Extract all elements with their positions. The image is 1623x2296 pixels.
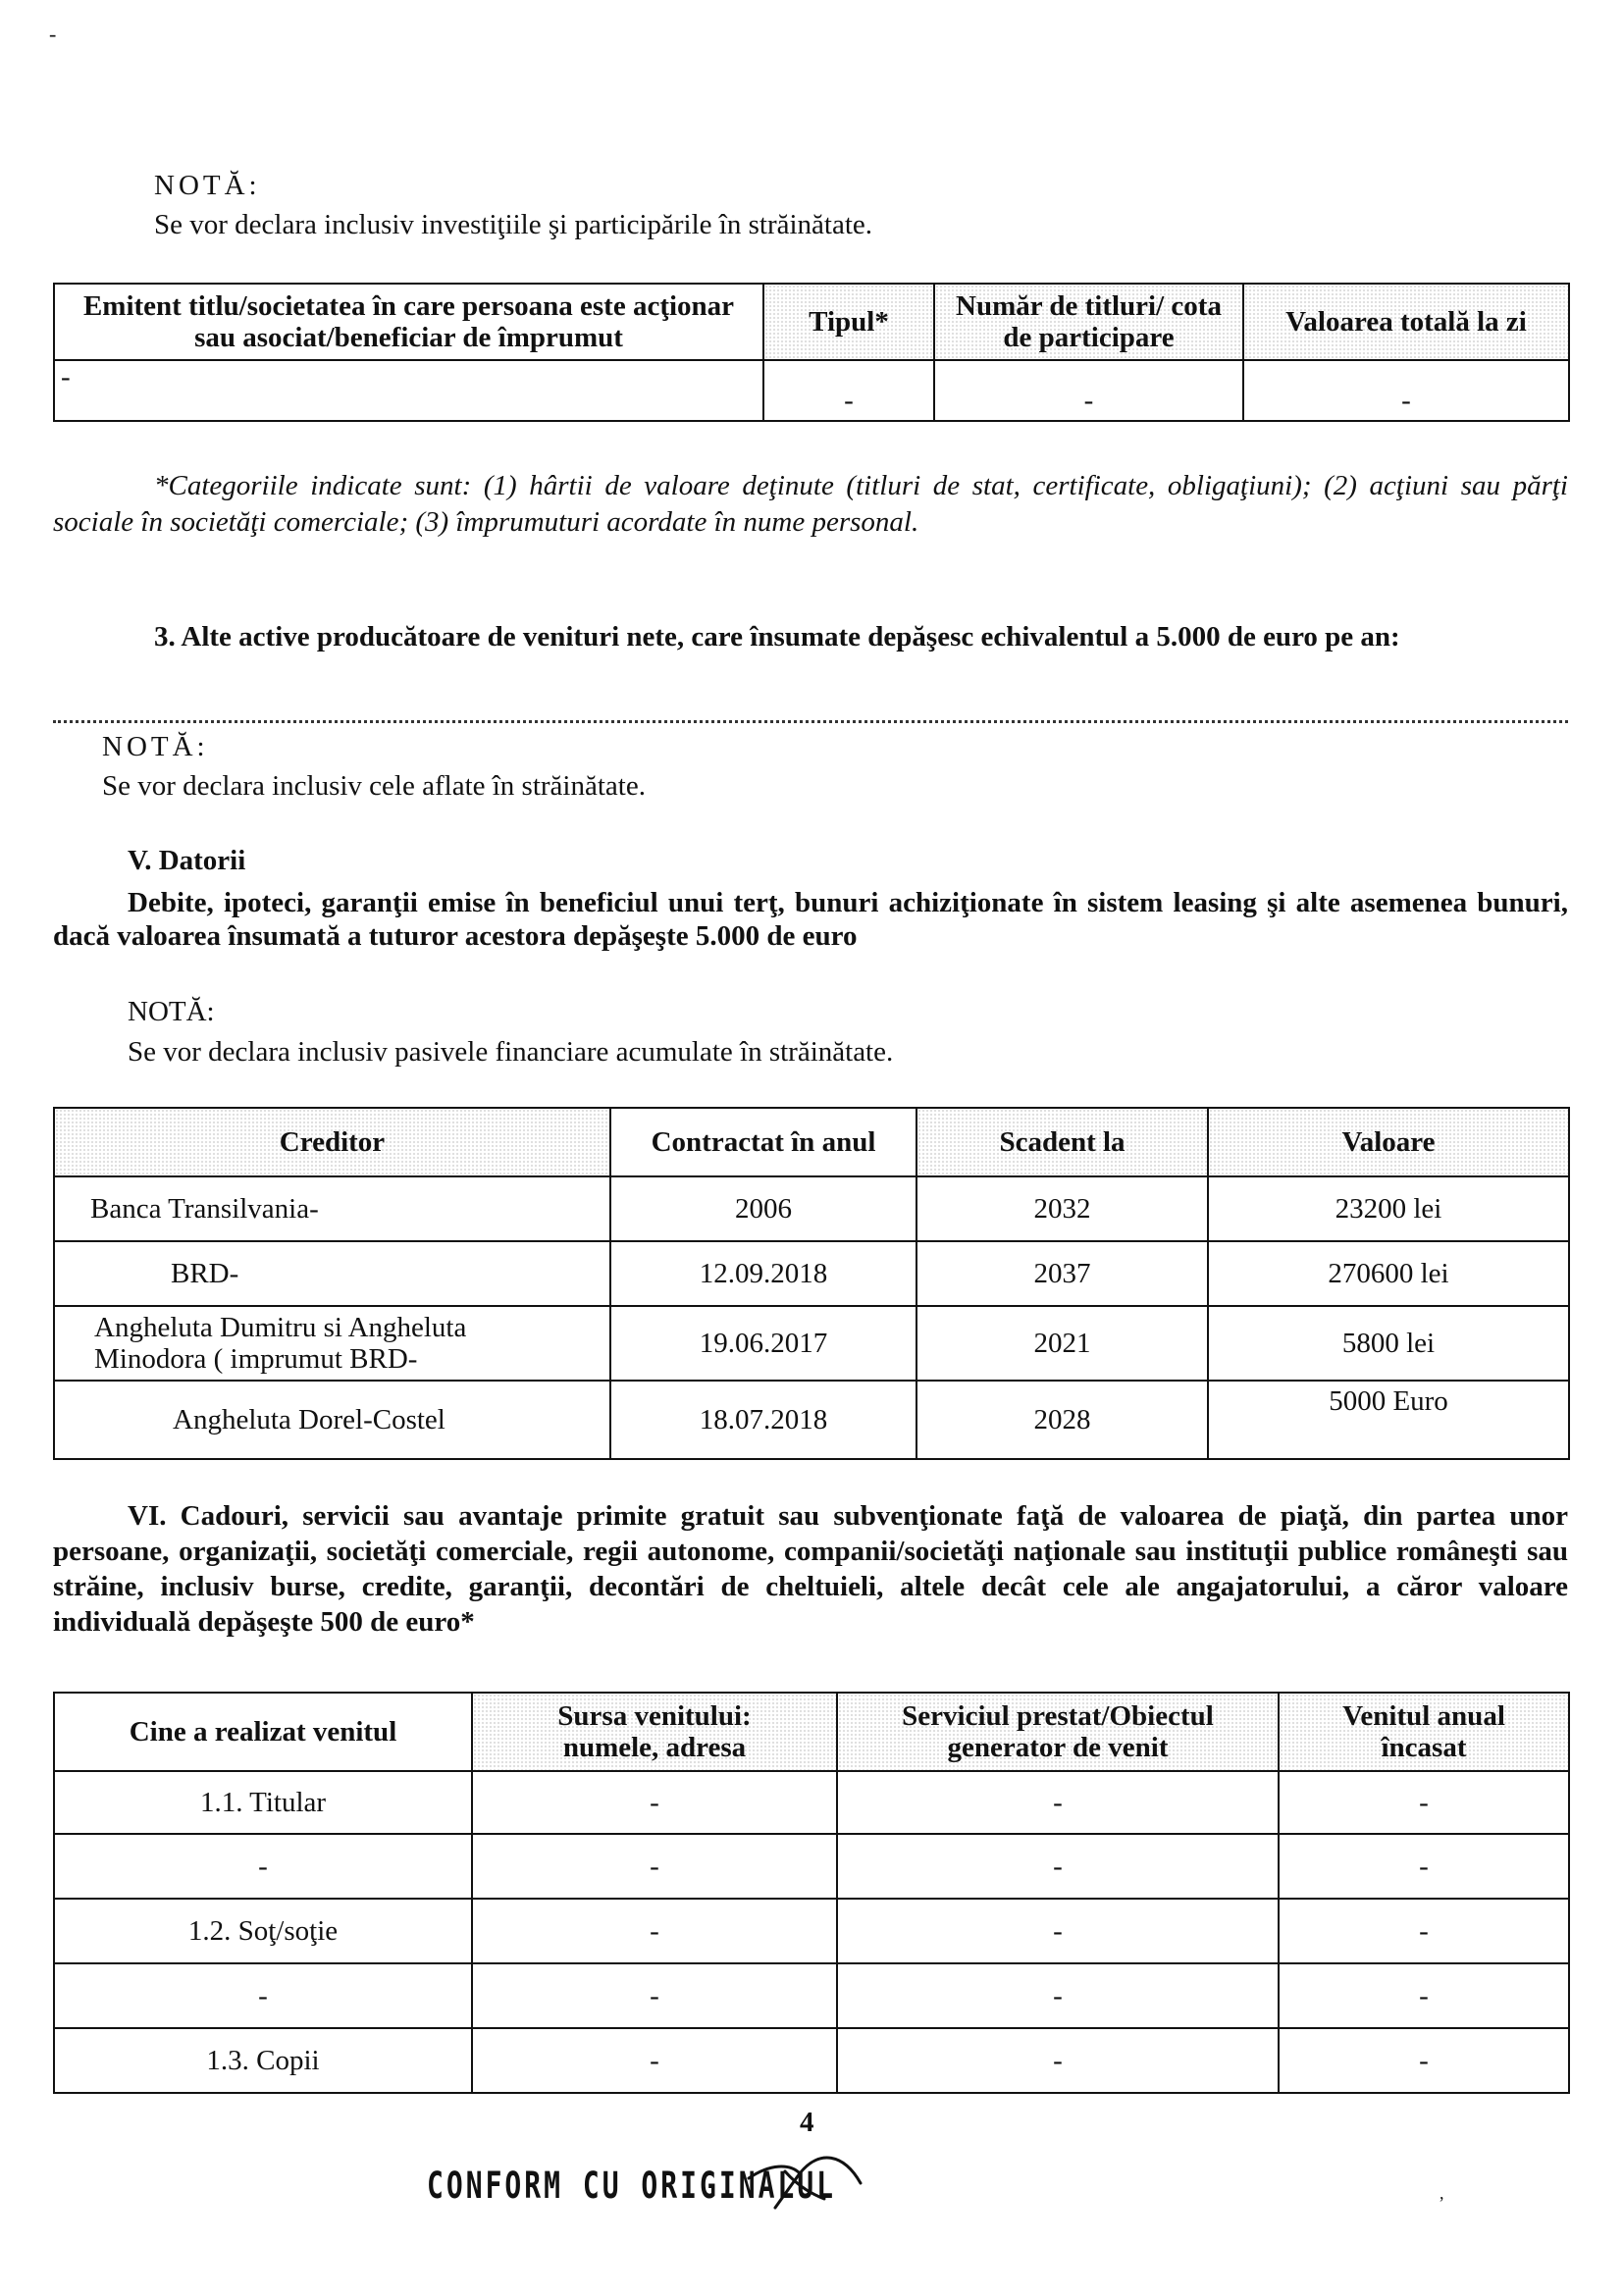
col-header-cine: Cine a realizat venitul [54, 1693, 472, 1771]
due-cell: 2037 [916, 1241, 1208, 1306]
table-cell: - [837, 1963, 1279, 2028]
table-cell: - [472, 1834, 837, 1899]
table-row [54, 360, 1569, 421]
investments-table [53, 283, 1570, 422]
certified-copy-stamp: CONFORM CU ORIGINALUL [427, 2164, 837, 2208]
dotted-fill-line [53, 720, 1568, 723]
col-header-valoare: Valoare [1208, 1108, 1569, 1176]
stray-tick: , [1440, 2183, 1444, 2203]
section-5-subheading: Debite, ipoteci, garanţii emise în beneficiul unui terţ, bunuri achiziţionate în sistem leasing şi alte asemenea bunuri, dacă valoarea însumată a tuturor acestora depăşeşte 5.000 de euro [53, 887, 1568, 952]
table-row [54, 1834, 1569, 1899]
table-cell: - [837, 2028, 1279, 2093]
col-header-emitent: Emitent titlu/societatea în care persoana este acţionar sau asociat/beneficiar de împrumut [54, 284, 763, 360]
col-header-valoarea-totala: Valoarea totală la zi [1243, 284, 1569, 360]
col-header-sursa: Sursa venitului: numele, adresa [472, 1693, 837, 1771]
nota-label: NOTĂ: [102, 731, 209, 762]
value-cell: 23200 lei [1208, 1176, 1569, 1241]
table-cell: - [934, 360, 1243, 421]
table-row [54, 2028, 1569, 2093]
year-cell: 19.06.2017 [610, 1306, 916, 1381]
year-cell: 2006 [610, 1176, 916, 1241]
table-cell: - [1279, 1771, 1569, 1834]
gifts-table [53, 1692, 1570, 2094]
value-cell: 270600 lei [1208, 1241, 1569, 1306]
table-row [54, 1176, 1569, 1241]
creditor-cell: Angheluta Dumitru si Angheluta Minodora ( imprumut BRD- [54, 1306, 610, 1381]
col-header-venitul: Venitul anual încasat [1279, 1693, 1569, 1771]
col-header-creditor: Creditor [54, 1108, 610, 1176]
value-cell: 5000 Euro [1208, 1381, 1569, 1459]
creditor-cell: BRD- [54, 1241, 610, 1306]
table-row [54, 1899, 1569, 1963]
nota-text: Se vor declara inclusiv cele aflate în străinătate. [102, 770, 646, 802]
table-cell: - [837, 1771, 1279, 1834]
table-cell: - [54, 1834, 472, 1899]
table-cell: - [837, 1834, 1279, 1899]
section-6-heading: VI. Cadouri, servicii sau avantaje primite gratuit sau subvenţionate faţă de valoarea de piaţă, din partea unor persoane, organizaţii, societăţi comerciale, regii autonome, companii/societăţi naţionale sau instituţii publice româneşti sau străine, inclusiv burse, credite, garanţii, decontări de cheltuieli, altele decât cele ale angajatorului, a căror valoare individuală depăşeşte 500 de euro* [53, 1500, 1568, 1638]
footnote: *Categoriile indicate sunt: (1) hârtii de valoare deţinute (titluri de stat, certificate, obligaţiuni); (2) acţiuni sau părţi sociale în societăţi comerciale; (3) împrumuturi acordate în nume personal. [53, 470, 1568, 538]
section-5-heading: V. Datorii [128, 845, 246, 876]
col-header-tipul: Tipul* [763, 284, 934, 360]
table-cell: - [1279, 1963, 1569, 2028]
table-cell: - [472, 1963, 837, 2028]
col-header-contractat: Contractat în anul [610, 1108, 916, 1176]
creditor-cell: Angheluta Dorel-Costel [54, 1381, 610, 1459]
table-row [54, 1771, 1569, 1834]
stray-mark: - [49, 22, 57, 46]
col-header-numar-titluri: Număr de titluri/ cota de participare [934, 284, 1243, 360]
table-row [54, 1241, 1569, 1306]
nota-label: NOTĂ: [154, 170, 261, 201]
value-cell: 5800 lei [1208, 1306, 1569, 1381]
col-header-scadent: Scadent la [916, 1108, 1208, 1176]
table-row [54, 1306, 1569, 1381]
year-cell: 12.09.2018 [610, 1241, 916, 1306]
col-header-serviciul: Serviciul prestat/Obiectul generator de venit [837, 1693, 1279, 1771]
table-cell: - [54, 1963, 472, 2028]
nota-label: NOTĂ: [128, 996, 215, 1027]
table-cell: - [1279, 1834, 1569, 1899]
table-row [54, 1963, 1569, 2028]
table-cell: - [1279, 1899, 1569, 1963]
page-number: 4 [800, 2107, 814, 2138]
table-cell: 1.2. Soţ/soţie [54, 1899, 472, 1963]
debts-table [53, 1107, 1570, 1460]
table-cell: - [472, 1899, 837, 1963]
table-cell: 1.3. Copii [54, 2028, 472, 2093]
nota-text: Se vor declara inclusiv pasivele financiare acumulate în străinătate. [128, 1036, 894, 1068]
year-cell: 18.07.2018 [610, 1381, 916, 1459]
nota-text: Se vor declara inclusiv investiţiile şi participările în străinătate. [154, 209, 873, 240]
table-cell: 1.1. Titular [54, 1771, 472, 1834]
table-cell: - [472, 1771, 837, 1834]
section-3-heading: 3. Alte active producătoare de venituri nete, care însumate depăşesc echivalentul a 5.000 de euro pe an: [154, 621, 1400, 652]
table-cell: - [472, 2028, 837, 2093]
table-cell: - [1279, 2028, 1569, 2093]
due-cell: 2028 [916, 1381, 1208, 1459]
creditor-cell: Banca Transilvania- [54, 1176, 610, 1241]
table-cell: - [763, 360, 934, 421]
due-cell: 2032 [916, 1176, 1208, 1241]
due-cell: 2021 [916, 1306, 1208, 1381]
table-row [54, 1381, 1569, 1459]
table-cell: - [54, 360, 763, 421]
table-cell: - [1243, 360, 1569, 421]
signature-icon [741, 2134, 868, 2232]
table-cell: - [837, 1899, 1279, 1963]
